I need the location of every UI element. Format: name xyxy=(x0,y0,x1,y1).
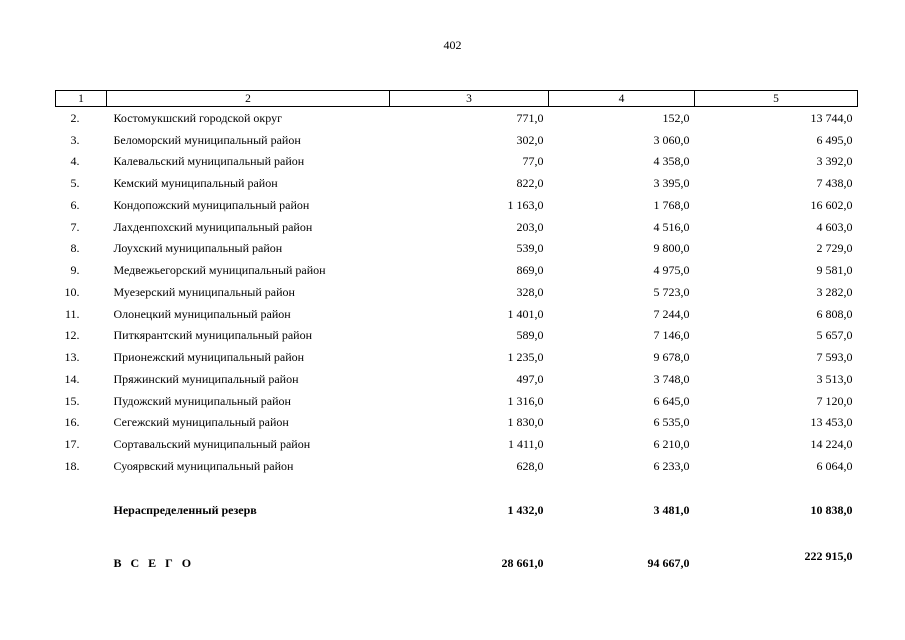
district-name: Кондопожский муниципальный район xyxy=(113,197,310,212)
table-row xyxy=(56,281,858,303)
value-col-4: 3 395,0 xyxy=(653,176,690,191)
value-col-5: 6 064,0 xyxy=(816,458,853,473)
total-row xyxy=(56,521,858,570)
page-number: 402 xyxy=(443,38,462,52)
header-row xyxy=(56,91,858,107)
district-name: Пудожский муниципальный район xyxy=(113,393,291,408)
spacer-cell xyxy=(107,477,390,499)
table-row xyxy=(56,433,858,455)
table-row xyxy=(56,172,858,194)
value-col-4: 7 146,0 xyxy=(653,328,690,343)
value-col-5: 2 729,0 xyxy=(816,241,853,256)
total-col-5: 222 915,0 xyxy=(804,548,853,563)
table-row xyxy=(56,194,858,216)
row-number: 10. xyxy=(64,284,80,299)
value-col-5: 4 603,0 xyxy=(816,219,853,234)
reserve-row xyxy=(56,499,858,521)
district-name: Муезерский муниципальный район xyxy=(113,284,295,299)
table-row xyxy=(56,455,858,477)
value-col-3: 628,0 xyxy=(516,458,544,473)
value-col-3: 1 401,0 xyxy=(507,306,544,321)
total-label: В С Е Г О xyxy=(113,555,195,570)
table-row xyxy=(56,107,858,129)
row-number: 7. xyxy=(70,219,80,234)
district-name: Лоухский муниципальный район xyxy=(113,241,283,256)
header-cell-4: 4 xyxy=(549,91,695,107)
value-col-3: 203,0 xyxy=(516,219,544,234)
value-col-5: 14 224,0 xyxy=(810,437,853,452)
value-col-4: 152,0 xyxy=(662,110,690,125)
table-row xyxy=(56,238,858,260)
row-number: 17. xyxy=(64,437,80,452)
value-col-4: 5 723,0 xyxy=(653,284,690,299)
value-col-3: 589,0 xyxy=(516,328,544,343)
value-col-3: 539,0 xyxy=(516,241,544,256)
table-body xyxy=(56,107,858,570)
table-row xyxy=(56,368,858,390)
total-col-4: 94 667,0 xyxy=(647,555,690,570)
value-col-5: 13 453,0 xyxy=(810,415,853,430)
value-col-3: 869,0 xyxy=(516,263,544,278)
value-col-3: 1 235,0 xyxy=(507,350,544,365)
row-number: 2. xyxy=(70,110,80,125)
value-col-3: 771,0 xyxy=(516,110,544,125)
district-name: Кемский муниципальный район xyxy=(113,176,278,191)
value-col-4: 4 358,0 xyxy=(653,154,690,169)
value-col-5: 7 438,0 xyxy=(816,176,853,191)
row-number: 13. xyxy=(64,350,80,365)
row-number: 14. xyxy=(64,371,80,386)
district-name: Медвежьегорский муниципальный район xyxy=(113,263,326,278)
row-number: 12. xyxy=(64,328,80,343)
row-number: 4. xyxy=(70,154,80,169)
spacer-cell xyxy=(390,477,549,499)
table-row xyxy=(56,412,858,434)
value-col-5: 7 120,0 xyxy=(816,393,853,408)
district-name: Калевальский муниципальный район xyxy=(113,154,305,169)
value-col-5: 3 513,0 xyxy=(816,371,853,386)
district-name: Прионежский муниципальный район xyxy=(113,350,305,365)
reserve-label: Нераспределенный резерв xyxy=(113,502,257,517)
table-row xyxy=(56,325,858,347)
spacer-cell xyxy=(549,477,695,499)
reserve-col-3: 1 432,0 xyxy=(507,502,544,517)
district-name: Олонецкий муниципальный район xyxy=(113,306,291,321)
value-col-5: 3 392,0 xyxy=(816,154,853,169)
district-name: Пряжинский муниципальный район xyxy=(113,371,299,386)
value-col-3: 1 830,0 xyxy=(507,415,544,430)
value-col-4: 6 645,0 xyxy=(653,393,690,408)
header-cell-5: 5 xyxy=(695,91,858,107)
table-row xyxy=(56,151,858,173)
row-number: 3. xyxy=(70,132,80,147)
district-name: Лахденпохский муниципальный район xyxy=(113,219,313,234)
row-number: 6. xyxy=(70,197,80,212)
total-number-cell xyxy=(56,521,107,570)
value-col-3: 328,0 xyxy=(516,284,544,299)
value-col-4: 3 748,0 xyxy=(653,371,690,386)
spacer-row xyxy=(56,477,858,499)
reserve-col-4: 3 481,0 xyxy=(653,502,690,517)
value-col-5: 6 495,0 xyxy=(816,132,853,147)
value-col-4: 6 233,0 xyxy=(653,458,690,473)
value-col-5: 5 657,0 xyxy=(816,328,853,343)
district-name: Сегежский муниципальный район xyxy=(113,415,289,430)
row-number: 18. xyxy=(64,458,80,473)
value-col-4: 4 516,0 xyxy=(653,219,690,234)
value-col-5: 13 744,0 xyxy=(810,110,853,125)
header-cell-1: 1 xyxy=(56,91,107,107)
spacer-cell xyxy=(695,477,858,499)
row-number: 5. xyxy=(70,176,80,191)
value-col-5: 6 808,0 xyxy=(816,306,853,321)
budget-table xyxy=(55,90,858,570)
district-name: Сортавальский муниципальный район xyxy=(113,437,311,452)
value-col-4: 9 800,0 xyxy=(653,241,690,256)
district-name: Костомукшский городской округ xyxy=(113,110,282,125)
value-col-3: 822,0 xyxy=(516,176,544,191)
value-col-5: 9 581,0 xyxy=(816,263,853,278)
reserve-col-5: 10 838,0 xyxy=(810,502,853,517)
value-col-4: 4 975,0 xyxy=(653,263,690,278)
total-col-3: 28 661,0 xyxy=(501,555,544,570)
value-col-5: 16 602,0 xyxy=(810,197,853,212)
row-number: 15. xyxy=(64,393,80,408)
value-col-3: 77,0 xyxy=(522,154,544,169)
value-col-5: 3 282,0 xyxy=(816,284,853,299)
row-number: 11. xyxy=(64,306,80,321)
district-name: Питкярантский муниципальный район xyxy=(113,328,312,343)
table-row xyxy=(56,303,858,325)
value-col-4: 3 060,0 xyxy=(653,132,690,147)
table-row xyxy=(56,346,858,368)
header-cell-3: 3 xyxy=(390,91,549,107)
spacer-cell xyxy=(56,477,107,499)
value-col-5: 7 593,0 xyxy=(816,350,853,365)
value-col-4: 9 678,0 xyxy=(653,350,690,365)
value-col-3: 302,0 xyxy=(516,132,544,147)
row-number: 8. xyxy=(70,241,80,256)
row-number: 16. xyxy=(64,415,80,430)
value-col-4: 6 535,0 xyxy=(653,415,690,430)
value-col-3: 1 163,0 xyxy=(507,197,544,212)
table-row xyxy=(56,259,858,281)
district-name: Беломорский муниципальный район xyxy=(113,132,301,147)
value-col-4: 7 244,0 xyxy=(653,306,690,321)
value-col-4: 1 768,0 xyxy=(653,197,690,212)
row-number: 9. xyxy=(70,263,80,278)
value-col-3: 1 316,0 xyxy=(507,393,544,408)
value-col-3: 1 411,0 xyxy=(507,437,544,452)
table-row xyxy=(56,129,858,151)
reserve-number-cell xyxy=(56,499,107,521)
value-col-3: 497,0 xyxy=(516,371,544,386)
header-cell-2: 2 xyxy=(107,91,390,107)
value-col-4: 6 210,0 xyxy=(653,437,690,452)
district-name: Суоярвский муниципальный район xyxy=(113,458,294,473)
table-row xyxy=(56,216,858,238)
table-row xyxy=(56,390,858,412)
